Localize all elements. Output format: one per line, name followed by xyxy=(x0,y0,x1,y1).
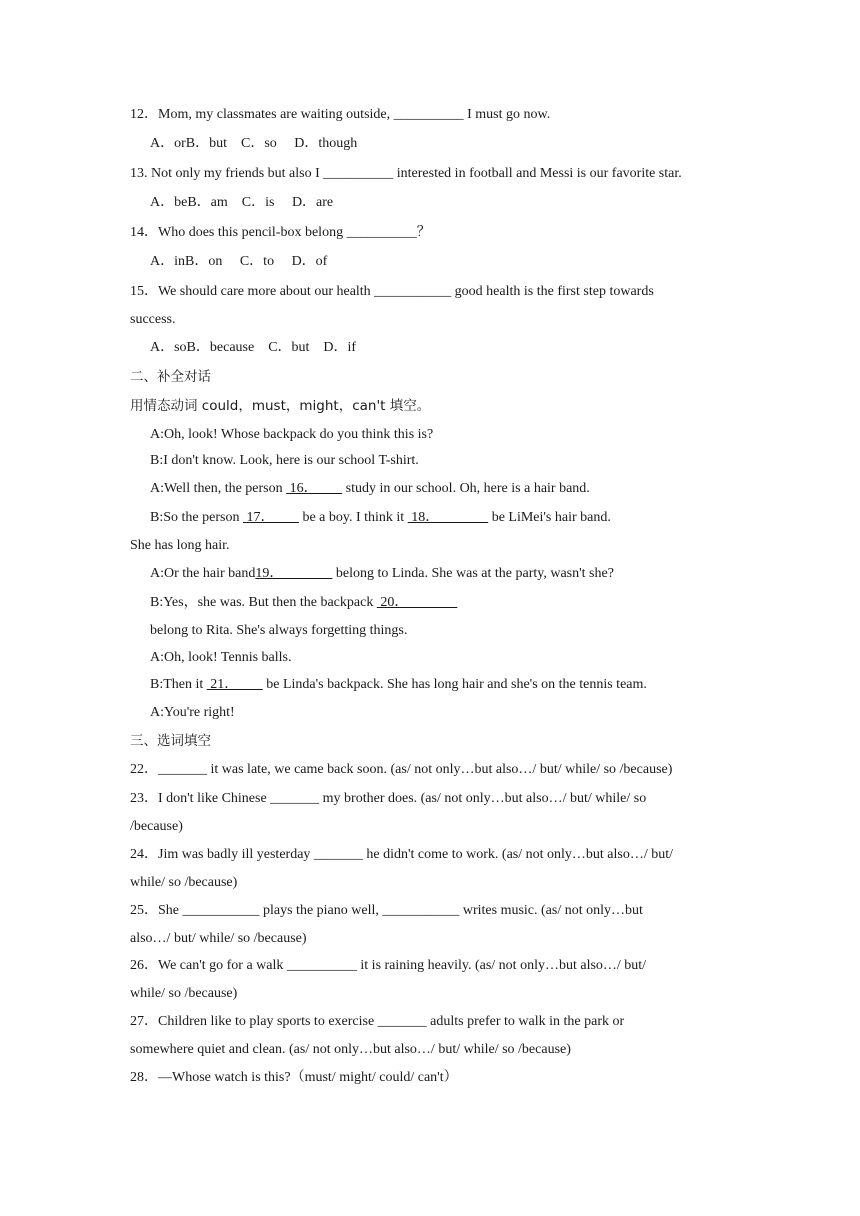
dialogue-text: A:Well then, the person xyxy=(150,481,287,496)
question-12-options: A．orB．but C．so D．though xyxy=(150,136,358,151)
question-24-continued: while/ so /because) xyxy=(130,875,238,890)
blank-17[interactable]: 17． xyxy=(242,510,299,525)
dialogue-line xyxy=(150,480,590,498)
dialogue-text: be LiMei's hair band. xyxy=(488,510,611,525)
question-27: 27．Children like to play sports to exercise _______ adults prefer to walk in the park or xyxy=(130,1014,625,1029)
dialogue-text: B:Then it xyxy=(150,677,207,692)
question-23: 23．I don't like Chinese _______ my brother does. (as/ not only…but also…/ but/ while/ so xyxy=(130,791,647,806)
question-13-options: A．beB．am C．is D．are xyxy=(150,195,334,210)
dialogue-continued: belong to Rita. She's always forgetting things. xyxy=(150,623,408,638)
blank-21[interactable]: 21． xyxy=(206,677,263,692)
dialogue-text: B:Yes，she was. But then the backpack xyxy=(150,595,377,610)
blank-18[interactable]: 18． xyxy=(407,510,489,525)
question-22: 22．_______ it was late, we came back soon. (as/ not only…but also…/ but/ while/ so /because) xyxy=(130,762,673,777)
question-14: 14．Who does this pencil-box belong __________？ xyxy=(130,225,431,240)
section-heading-word-choice: 三、选词填空 xyxy=(130,733,211,749)
question-15-options: A．soB．because C．but D．if xyxy=(150,340,357,355)
question-23-continued: /because) xyxy=(130,819,183,834)
dialogue-continued: She has long hair. xyxy=(130,538,230,553)
blank-19[interactable]: 19． xyxy=(255,566,333,581)
dialogue-line xyxy=(150,676,647,694)
blank-16[interactable]: 16． xyxy=(286,481,343,496)
dialogue-line: A:You're right! xyxy=(150,705,235,720)
dialogue-line xyxy=(150,565,614,583)
section-instruction: 用情态动词 could，must，might，can't 填空。 xyxy=(130,398,431,414)
dialogue-text: belong to Linda. She was at the party, wasn't she? xyxy=(332,566,614,581)
question-12: 12．Mom, my classmates are waiting outside, __________ I must go now. xyxy=(130,107,551,122)
section-heading-dialogue: 二、补全对话 xyxy=(130,369,211,385)
dialogue-line: B:I don't know. Look, here is our school T-shirt. xyxy=(150,453,419,468)
dialogue-text: B:So the person xyxy=(150,510,243,525)
dialogue-text: A:Or the hair band xyxy=(150,566,256,581)
question-27-continued: somewhere quiet and clean. (as/ not only…but also…/ but/ while/ so /because) xyxy=(130,1042,571,1057)
question-26-continued: while/ so /because) xyxy=(130,986,238,1001)
blank-20[interactable]: 20． xyxy=(376,595,458,610)
dialogue-line: A:Oh, look! Whose backpack do you think this is? xyxy=(150,427,434,442)
question-26: 26．We can't go for a walk __________ it is raining heavily. (as/ not only…but also…/ but/ xyxy=(130,958,647,973)
dialogue-text: be Linda's backpack. She has long hair and she's on the tennis team. xyxy=(262,677,647,692)
question-14-options: A．inB．on C．to D．of xyxy=(150,254,328,269)
dialogue-text: study in our school. Oh, here is a hair band. xyxy=(342,481,590,496)
question-25-continued: also…/ but/ while/ so /because) xyxy=(130,931,307,946)
dialogue-line: A:Oh, look! Tennis balls. xyxy=(150,650,292,665)
question-15-continued: success. xyxy=(130,312,176,327)
dialogue-line xyxy=(150,509,611,527)
question-25: 25．She ___________ plays the piano well, ___________ writes music. (as/ not only…but xyxy=(130,903,643,918)
dialogue-text: be a boy. I think it xyxy=(298,510,408,525)
dialogue-line xyxy=(150,594,457,612)
question-28: 28．—Whose watch is this?（must/ might/ could/ can't） xyxy=(130,1070,458,1085)
question-24: 24．Jim was badly ill yesterday _______ he didn't come to work. (as/ not only…but also…/ but/ xyxy=(130,847,674,862)
question-13: 13. Not only my friends but also I __________ interested in football and Messi is our favorite star. xyxy=(130,166,682,181)
question-15: 15．We should care more about our health ___________ good health is the first step towards xyxy=(130,284,654,299)
